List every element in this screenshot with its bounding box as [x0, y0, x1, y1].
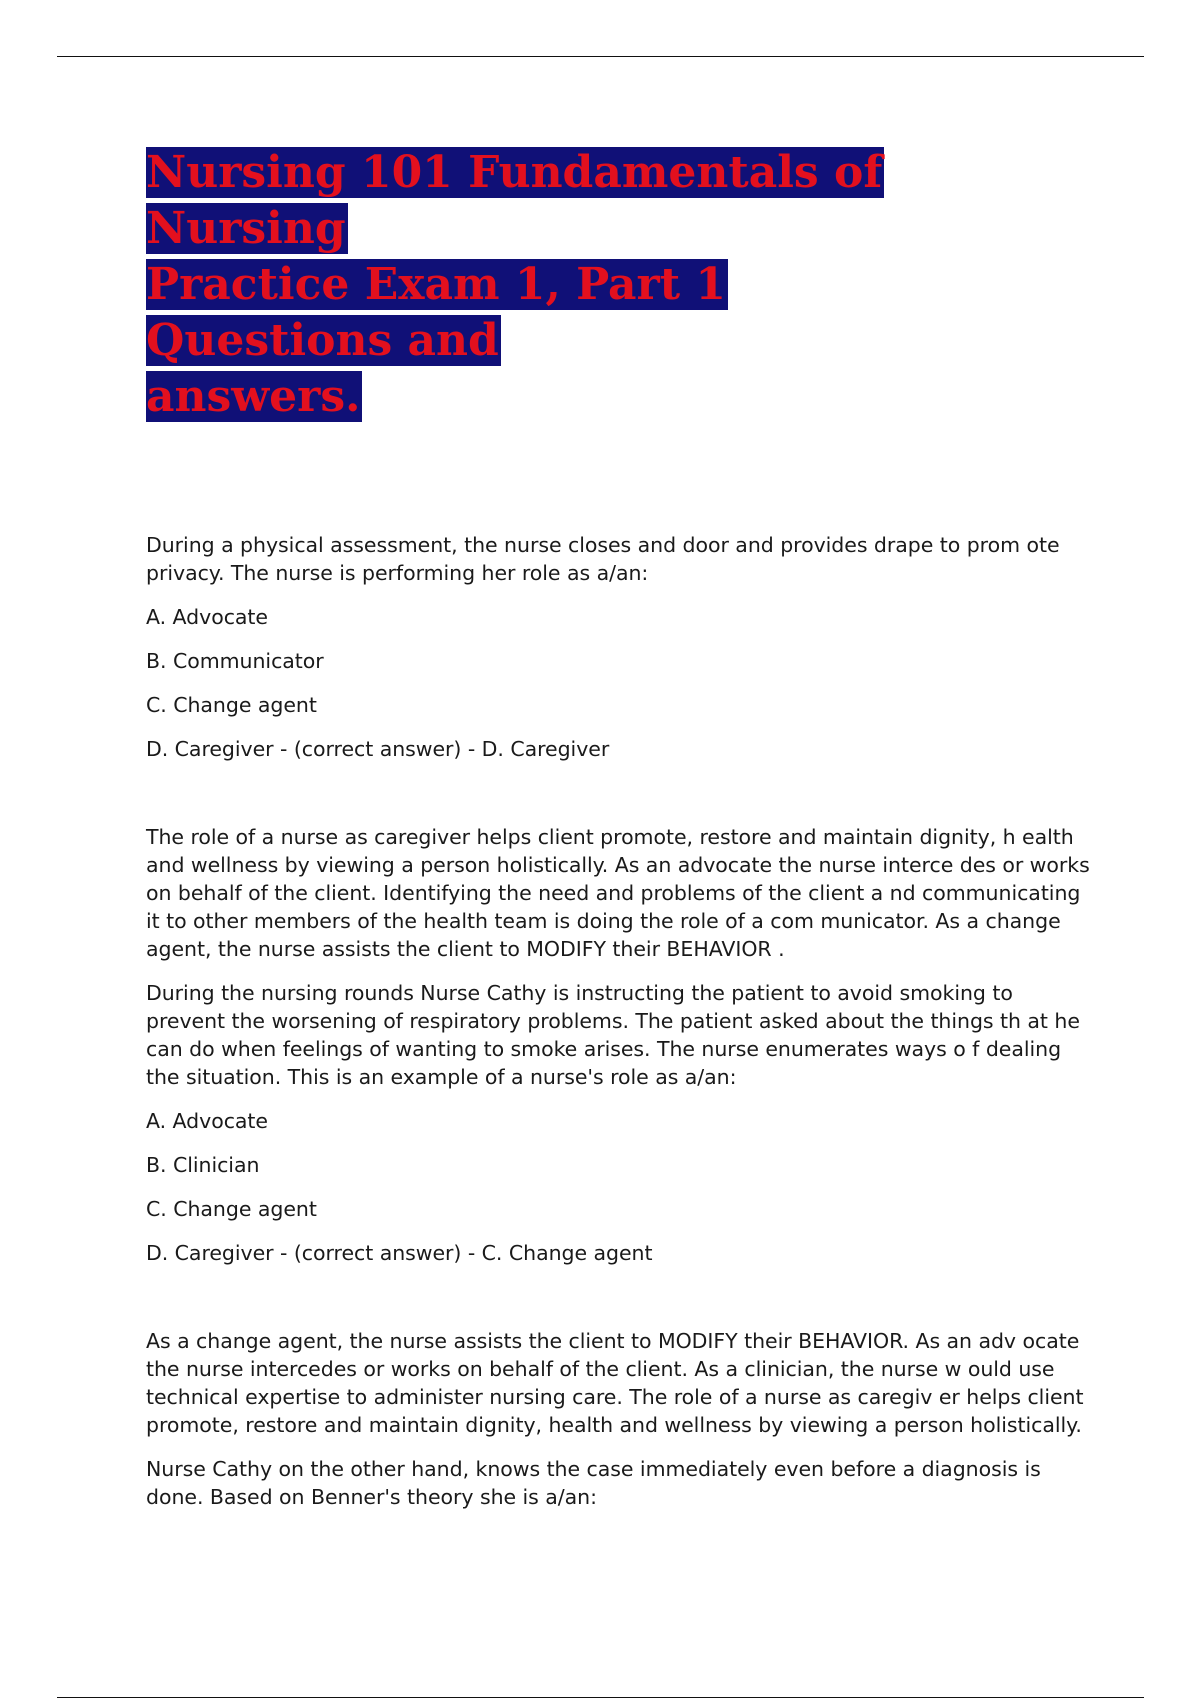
question-2-rationale: As a change agent, the nurse assists the client to MODIFY their BEHAVIOR. As an adv ocate the nurse intercedes or works on behalf of the client. As a clinician, the nurse w ould use technical expertise to administer nursing care. The role of a nurse as caregiv er helps client promote, restore and maintain dignity, health and wellness by viewing a person holistically.	[146, 1329, 1084, 1437]
question-2-option-c: C. Change agent	[146, 1197, 317, 1221]
document-title	[146, 145, 946, 425]
title-line-2: Practice Exam 1, Part 1 Questions and	[146, 259, 726, 366]
question-1-option-b: B. Communicator	[146, 649, 324, 673]
document-body	[146, 145, 1096, 1527]
question-1-option-d-answer: D. Caregiver - (correct answer) - D. Caregiver	[146, 737, 610, 761]
question-1-rationale: The role of a nurse as caregiver helps client promote, restore and maintain dignity, h ealth and wellness by viewing a person holistically. As an advocate the nurse interce des or works on behalf of the client. Identifying the need and problems of the client a nd communicating it to other members of the health team is doing the role of a com municator. As a change agent, the nurse assists the client to MODIFY their BEHAVIOR .	[146, 825, 1090, 961]
question-1-option-a: A. Advocate	[146, 605, 268, 629]
question-2-stem: During the nursing rounds Nurse Cathy is instructing the patient to avoid smoking to prevent the worsening of respiratory problems. The patient asked about the things th at he can do when feelings of wanting to smoke arises. The nurse enumerates ways o f dealing the situation. This is an example of a nurse's role as a/an:	[146, 981, 1080, 1089]
title-line-3: answers.	[146, 371, 361, 422]
question-1-stem: During a physical assessment, the nurse closes and door and provides drape to prom ote privacy. The nurse is performing her role as a/an:	[146, 533, 1060, 585]
title-line-1: Nursing 101 Fundamentals of Nursing	[146, 147, 883, 254]
footer-rule	[57, 1697, 1144, 1698]
question-3-stem: Nurse Cathy on the other hand, knows the case immediately even before a diagnosis is done. Based on Benner's theory she is a/an:	[146, 1457, 1041, 1509]
question-2-option-b: B. Clinician	[146, 1153, 260, 1177]
question-2-option-a: A. Advocate	[146, 1109, 268, 1133]
header-rule	[57, 56, 1144, 57]
question-2-option-d-answer: D. Caregiver - (correct answer) - C. Change agent	[146, 1241, 653, 1265]
question-1-option-c: C. Change agent	[146, 693, 317, 717]
